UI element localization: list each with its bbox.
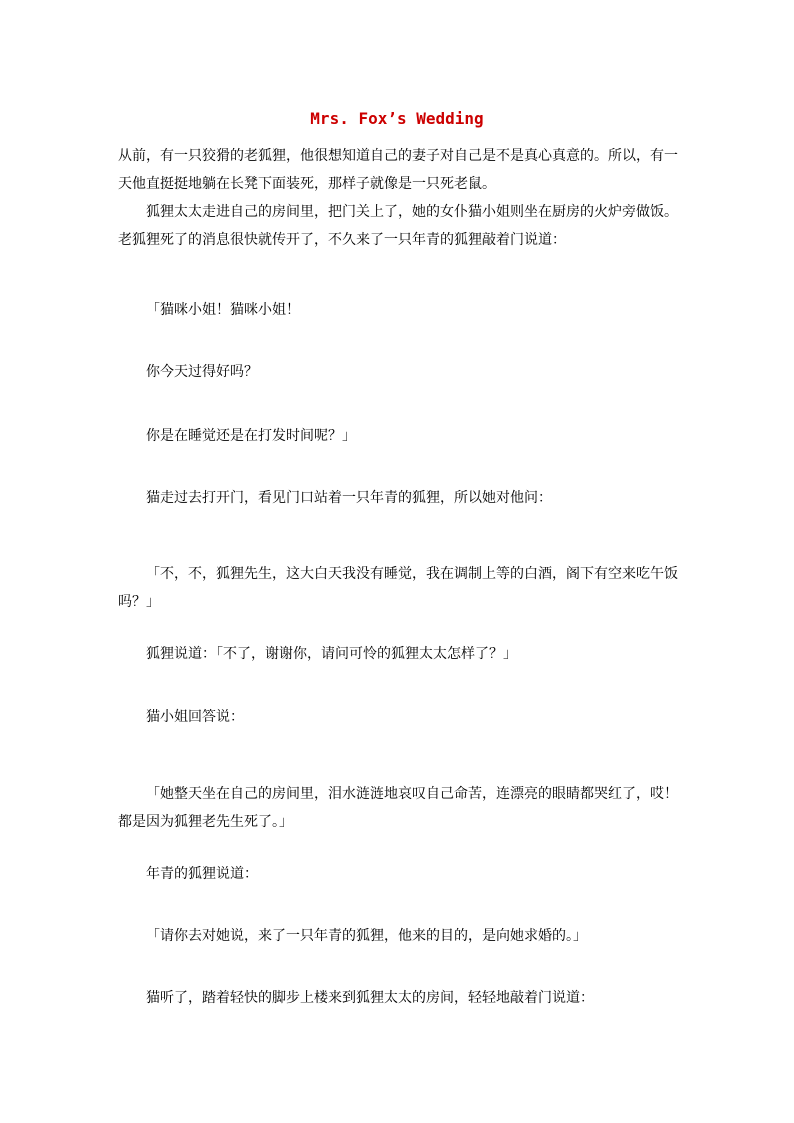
paragraph-1: 从前，有一只狡猾的老狐狸，他很想知道自己的妻子对自己是不是真心真意的。所以，有一天他直挺挺地躺在长凳下面装死，那样子就像是一只死老鼠。 — [118, 148, 678, 192]
paragraph-fox-asks: 狐狸说道：「不了，谢谢你，请问可怜的狐狸太太怎样了？」 — [146, 646, 517, 662]
dialogue-mrs-fox-grieving: 「她整天坐在自己的房间里，泪水涟涟地哀叹自己命苦，连漂亮的眼睛都哭红了，哎！都是因为狐狸老先生死了。」 — [118, 786, 678, 830]
paragraph-young-fox-says: 年青的狐狸说道： — [146, 866, 258, 882]
paragraph-2: 狐狸太太走进自己的房间里，把门关上了，她的女仆猫小姐则坐在厨房的火炉旁做饭。老狐狸死了的消息很快就传开了，不久来了一只年青的狐狸敲着门说道： — [118, 204, 678, 248]
paragraph-cat-answers: 猫小姐回答说： — [146, 709, 244, 725]
dialogue-proposal: 「请你去对她说，来了一只年青的狐狸，他来的目的，是向她求婚的。」 — [146, 928, 587, 944]
dialogue-sleeping: 你是在睡觉还是在打发时间呢？」 — [146, 428, 356, 444]
dialogue-cat-reply: 「不，不，狐狸先生，这大白天我没有睡觉，我在调制上等的白酒，阁下有空来吃午饭吗？」 — [118, 566, 678, 610]
paragraph-cat-opens-door: 猫走过去打开门，看见门口站着一只年青的狐狸，所以她对他问： — [146, 490, 552, 506]
dialogue-how-are-you: 你今天过得好吗？ — [146, 364, 258, 380]
paragraph-cat-goes-upstairs: 猫听了，踏着轻快的脚步上楼来到狐狸太太的房间，轻轻地敲着门说道： — [146, 990, 594, 1006]
story-title: Mrs. Fox’s Wedding — [310, 109, 484, 128]
dialogue-greeting: 「猫咪小姐！猫咪小姐！ — [146, 302, 300, 318]
